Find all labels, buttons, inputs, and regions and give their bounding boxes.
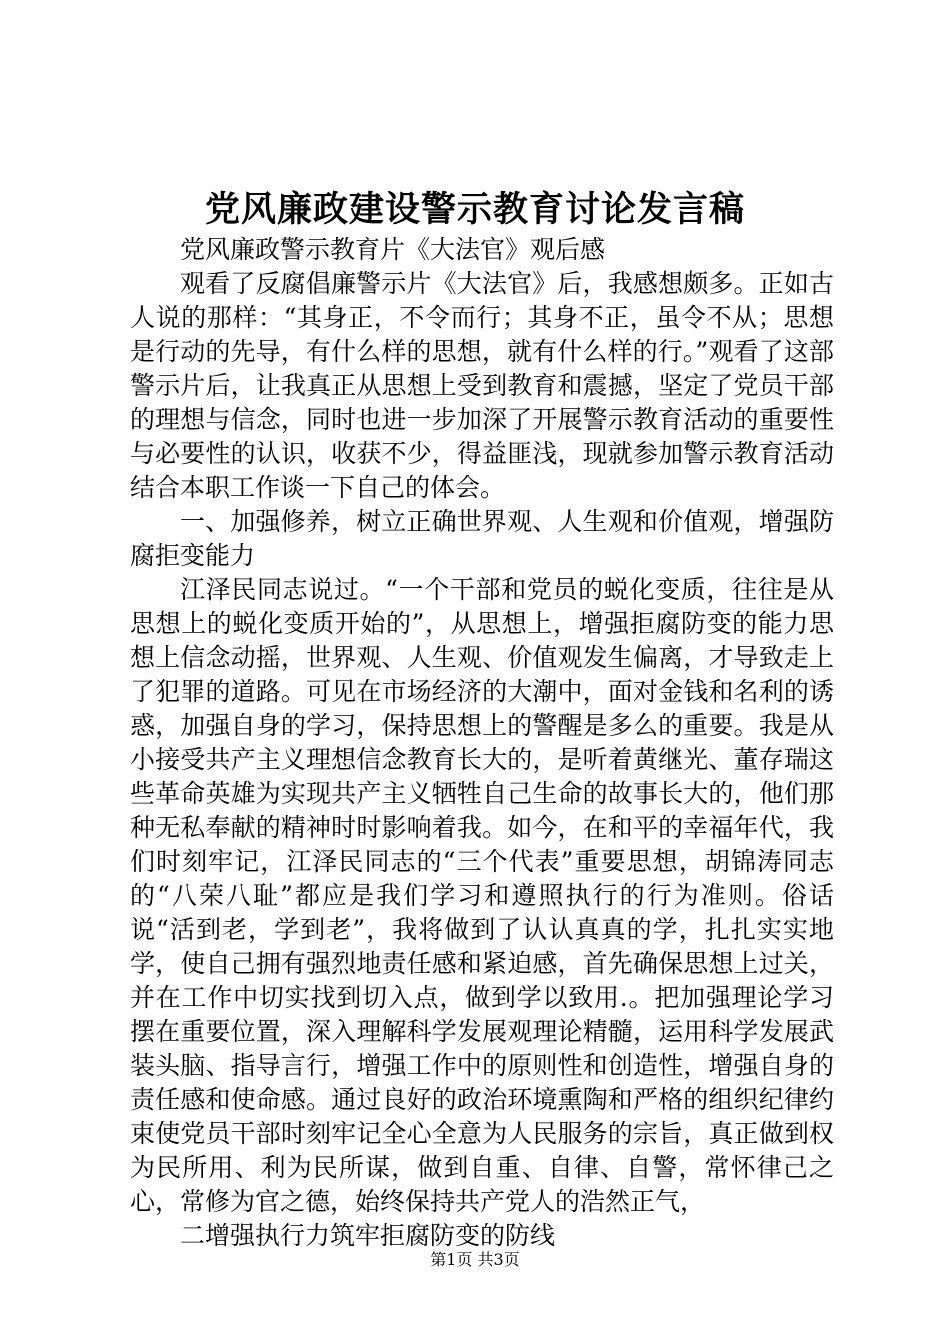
document-body [130, 233, 834, 1253]
section-heading-2: 二增强执行力筑牢拒腐防变的防线 [180, 1221, 556, 1250]
document-title: 党风廉政建设警示教育讨论发言稿 [204, 189, 745, 230]
intro-paragraph: 观看了反腐倡廉警示片《大法官》后，我感想颇多。正如古人说的那样：“其身正，不令而行；其身不正，虽令不从；思想是行动的先导，有什么样的思想，就有什么样的行。”观看了这部警示片后，让我真正从思想上受到教育和震撼，坚定了党员干部的理想与信念，同时也进一步加深了开展警示教育活动的重要性与必要性的认识，收获不少，得益匪浅，现就参加警示教育活动结合本职工作谈一下自己的体会。 [130, 269, 834, 502]
section-1-paragraph: 江泽民同志说过。“一个干部和党员的蜕化变质，往往是从思想上的蜕化变质开始的”，从思想上，增强拒腐防变的能力思想上信念动摇，世界观、人生观、价值观发生偏离，才导致走上了犯罪的道路。可见在市场经济的大潮中，面对金钱和名利的诱惑，加强自身的学习，保持思想上的警醒是多么的重要。我是从小接受共产主义理想信念教育长大的，是听着黄继光、董存瑞这些革命英雄为实现共产主义牺牲自己生命的故事长大的，他们那种无私奉献的精神时时影响着我。如今，在和平的幸福年代，我们时刻牢记，江泽民同志的“三个代表”重要思想，胡锦涛同志的“八荣八耻”都应是我们学习和遵照执行的行为准则。俗话说“活到老，学到老”，我将做到了认认真真的学，扎扎实实地学，使自己拥有强烈地责任感和紧迫感，首先确保思想上过关，并在工作中切实找到切入点，做到学以致用.。把加强理论学习摆在重要位置，深入理解科学发展观理论精髓，运用科学发展武装头脑、指导言行，增强工作中的原则性和创造性，增强自身的责任感和使命感。通过良好的政治环境熏陶和严格的组织纪律约束使党员干部时刻牢记全心全意为人民服务的宗旨，真正做到权为民所用、利为民所谋，做到自重、自律、自警，常怀律己之心，常修为官之德，始终保持共产党人的浩然正气， [130, 575, 834, 1216]
subtitle-paragraph: 党风廉政警示教育片《大法官》观后感 [180, 235, 606, 264]
section-heading-1: 一、加强修养，树立正确世界观、人生观和价值观，增强防腐拒变能力 [130, 507, 834, 570]
page-footer: 第1页 共3页 [430, 1250, 520, 1269]
